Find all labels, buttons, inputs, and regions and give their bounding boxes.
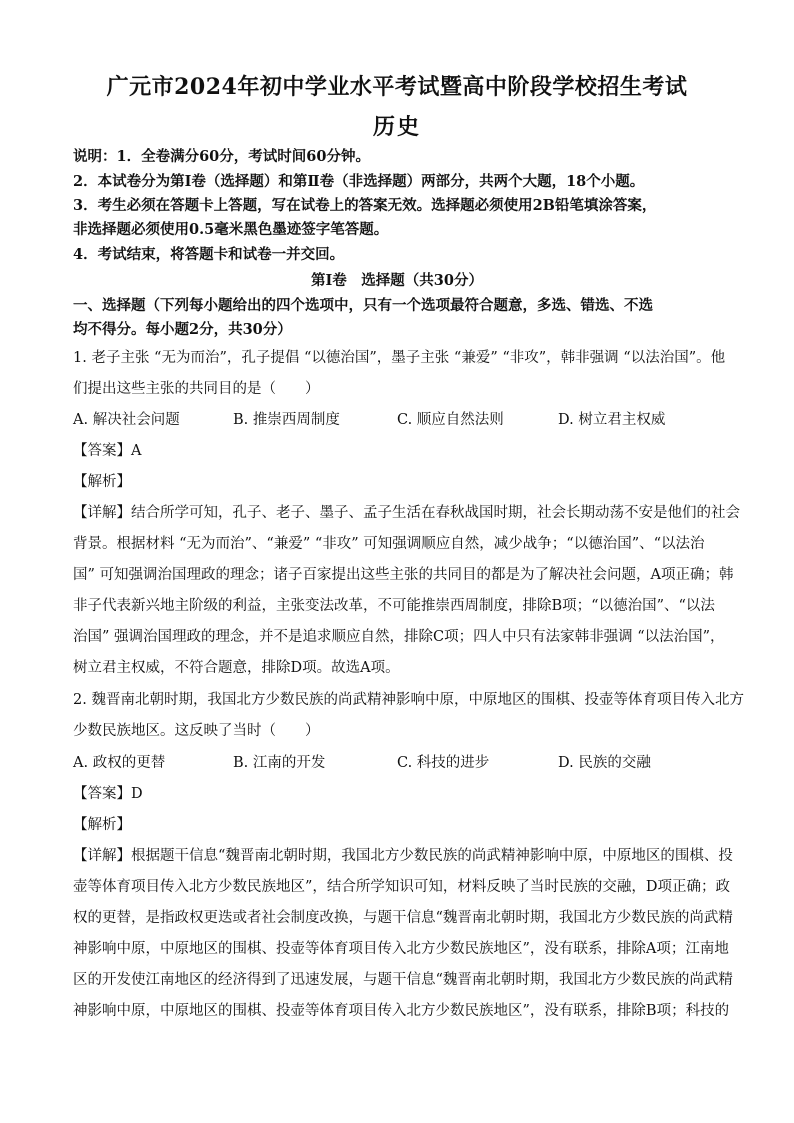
exam-subject: 历史 [372,114,421,140]
part-heading: 第Ⅰ卷 选择题（共30分） [311,272,483,289]
detail-line: 壶等体育项目传入北方少数民族地区”，结合所学知识可知，材料反映了当时民族的交融，D项正确；政 [73,879,731,895]
option-a: A. 解决社会问题 [73,412,180,428]
instruction-line: 3．考生必须在答题卡上答题，写在试卷上的答案无效。选择题必须使用2B铅笔填涂答案， [73,197,657,214]
section-heading: 一、选择题（下列每小题给出的四个选项中，只有一个选项最符合题意，多选、错选、不选 [73,297,653,314]
question-stem: 们提出这些主张的共同目的是（ ） [73,381,320,397]
detail-line: 神影响中原，中原地区的围棋、投壶等体育项目传入北方少数民族地区”，没有联系，排除A项；江南地 [73,941,729,957]
detail-line: 权的更替，是指政权更迭或者社会制度改换，与题干信息“魏晋南北朝时期，我国北方少数民族的尚武精 [73,910,733,926]
detail-line: 非子代表新兴地主阶级的利益，主张变法改革，不可能推崇西周制度，排除B项；“以德治国”、“以法 [73,598,715,614]
option-c: C. 科技的进步 [397,755,490,771]
detail-line: 区的开发使江南地区的经济得到了迅速发展，与题干信息“魏晋南北朝时期，我国北方少数民族的尚武精 [73,972,733,988]
detail-line: 神影响中原，中原地区的围棋、投壶等体育项目传入北方少数民族地区”，没有联系，排除B项；科技的 [73,1003,730,1019]
detail-line: 治国” 强调治国理政的理念，并不是追求顺应自然，排除C项；四人中只有法家韩非强调 “以法治国”， [73,629,725,645]
instruction-line: 2．本试卷分为第Ⅰ卷（选择题）和第Ⅱ卷（非选择题）两部分，共两个大题，18个小题。 [73,173,645,190]
instruction-line: 4．考试结束，将答题卡和试卷一并交回。 [73,246,345,263]
analysis-label: 【解析】 [73,474,131,490]
detail-line: 国” 可知强调治国理政的理念；诸子百家提出这些主张的共同目的都是为了解决社会问题，A项正确；韩 [73,567,734,583]
question-stem: 2. 魏晋南北朝时期，我国北方少数民族的尚武精神影响中原，中原地区的围棋、投壶等体育项目传入北方 [73,692,744,708]
detail-line: 【详解】根据题干信息“魏晋南北朝时期，我国北方少数民族的尚武精神影响中原，中原地区的围棋、投 [73,848,733,864]
option-c: C. 顺应自然法则 [397,412,504,428]
instruction-line: 非选择题必须使用0.5毫米黑色墨迹签字笔答题。 [73,221,389,238]
detail-line: 【详解】结合所学可知，孔子、老子、墨子、孟子生活在春秋战国时期，社会长期动荡不安是他们的社会 [73,505,740,521]
question-stem: 1. 老子主张 “无为而治”，孔子提倡 “以德治国”，墨子主张 “兼爱” “非攻”，韩非强调 “以法治国”。他 [73,350,726,366]
question-stem: 少数民族地区。这反映了当时（ ） [73,723,320,739]
instruction-line: 说明：1．全卷满分60分，考试时间60分钟。 [73,148,370,165]
answer: 【答案】D [73,786,143,802]
detail-line: 背景。根据材料 “无为而治”、“兼爱” “非攻” 可知强调顺应自然，减少战争；“以德治国”、“以法治 [73,536,705,552]
option-b: B. 江南的开发 [233,755,326,771]
option-d: D. 树立君主权威 [558,412,666,428]
detail-line: 树立君主权威，不符合题意，排除D项。故选A项。 [73,660,400,676]
option-b: B. 推崇西周制度 [233,412,340,428]
answer: 【答案】A [73,443,142,459]
section-heading: 均不得分。每小题2分，共30分） [73,321,292,338]
exam-title: 广元市2024年初中学业水平考试暨高中阶段学校招生考试 [106,74,688,100]
option-a: A. 政权的更替 [73,755,166,771]
option-d: D. 民族的交融 [558,755,651,771]
analysis-label: 【解析】 [73,817,131,833]
